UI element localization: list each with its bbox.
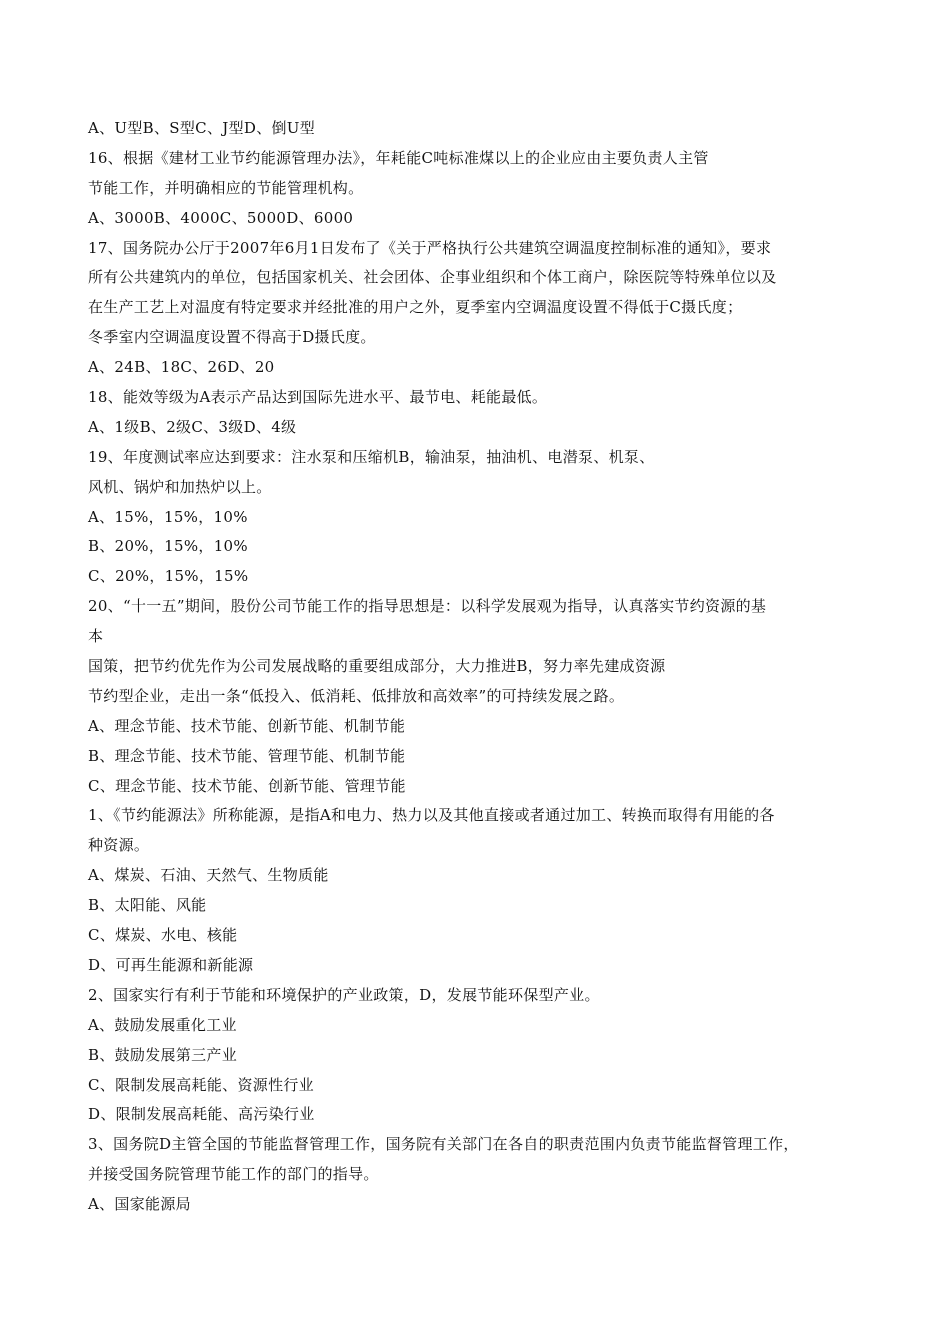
text-line: 国策，把节约优先作为公司发展战略的重要组成部分，大力推进B，努力率先建成资源 <box>88 657 666 676</box>
text-line: 节约型企业，走出一条“低投入、低消耗、低排放和高效率”的可持续发展之路。 <box>88 686 625 705</box>
text-line: B、太阳能、风能 <box>88 896 207 915</box>
text-line: C、理念节能、技术节能、创新节能、管理节能 <box>88 776 406 795</box>
text-line: A、煤炭、石油、天然气、生物质能 <box>88 866 329 885</box>
text-line: 所有公共建筑内的单位，包括国家机关、社会团体、企事业组织和个体工商户，除医院等特殊单位以及 <box>88 268 777 287</box>
text-line: A、鼓励发展重化工业 <box>88 1015 237 1034</box>
text-line: A、理念节能、技术节能、创新节能、机制节能 <box>88 716 406 735</box>
text-line: 节能工作，并明确相应的节能管理机构。 <box>88 178 364 197</box>
text-line: C、20%，15%，15% <box>88 567 249 586</box>
text-line: A、1级B、2级C、3级D、4级 <box>88 417 297 436</box>
text-line: B、鼓励发展第三产业 <box>88 1045 238 1064</box>
text-line: 风机、锅炉和加热炉以上。 <box>88 477 272 496</box>
text-line: 16、根据《建材工业节约能源管理办法》，年耗能C吨标准煤以上的企业应由主要负责人主管 <box>88 148 709 167</box>
text-line: 种资源。 <box>88 836 150 855</box>
text-line: 冬季室内空调温度设置不得高于D摄氏度。 <box>88 328 376 347</box>
text-line: 本 <box>88 627 104 646</box>
text-line: D、可再生能源和新能源 <box>88 955 254 974</box>
text-line: A、国家能源局 <box>88 1195 191 1214</box>
text-line: 17、国务院办公厅于2007年6月1日发布了《关于严格执行公共建筑空调温度控制标准的通知》，要求 <box>88 238 772 257</box>
text-line: 18、能效等级为A表示产品达到国际先进水平、最节电、耗能最低。 <box>88 388 548 407</box>
text-line: B、理念节能、技术节能、管理节能、机制节能 <box>88 746 406 765</box>
text-line: 并接受国务院管理节能工作的部门的指导。 <box>88 1165 379 1184</box>
document-body <box>88 114 870 1220</box>
text-line: 1、《节约能源法》所称能源，是指A和电力、热力以及其他直接或者通过加工、转换而取得有用能的各 <box>88 806 775 825</box>
text-line: B、20%，15%，10% <box>88 537 248 556</box>
text-line: 在生产工艺上对温度有特定要求并经批准的用户之外，夏季室内空调温度设置不得低于C摄氏度； <box>88 298 743 317</box>
text-line: A、3000B、4000C、5000D、6000 <box>88 208 354 227</box>
text-line: 20、“十一五”期间，股份公司节能工作的指导思想是：以科学发展观为指导，认真落实节约资源的基 <box>88 597 767 616</box>
text-line: 2、国家实行有利于节能和环境保护的产业政策，D，发展节能环保型产业。 <box>88 985 600 1004</box>
text-line: D、限制发展高耗能、高污染行业 <box>88 1105 315 1124</box>
text-line: C、限制发展高耗能、资源性行业 <box>88 1075 314 1094</box>
text-line: C、煤炭、水电、核能 <box>88 926 238 945</box>
text-line: 19、年度测试率应达到要求：注水泵和压缩机B，输油泵，抽油机、电潜泵、机泵、 <box>88 447 655 466</box>
text-line: A、15%，15%，10% <box>88 507 248 526</box>
text-line: A、U型B、S型C、J型D、倒U型 <box>88 119 316 137</box>
text-line: A、24B、18C、26D、20 <box>88 358 275 377</box>
text-line: 3、国务院D主管全国的节能监督管理工作，国务院有关部门在各自的职责范围内负责节能监督管理工作， <box>88 1135 799 1154</box>
